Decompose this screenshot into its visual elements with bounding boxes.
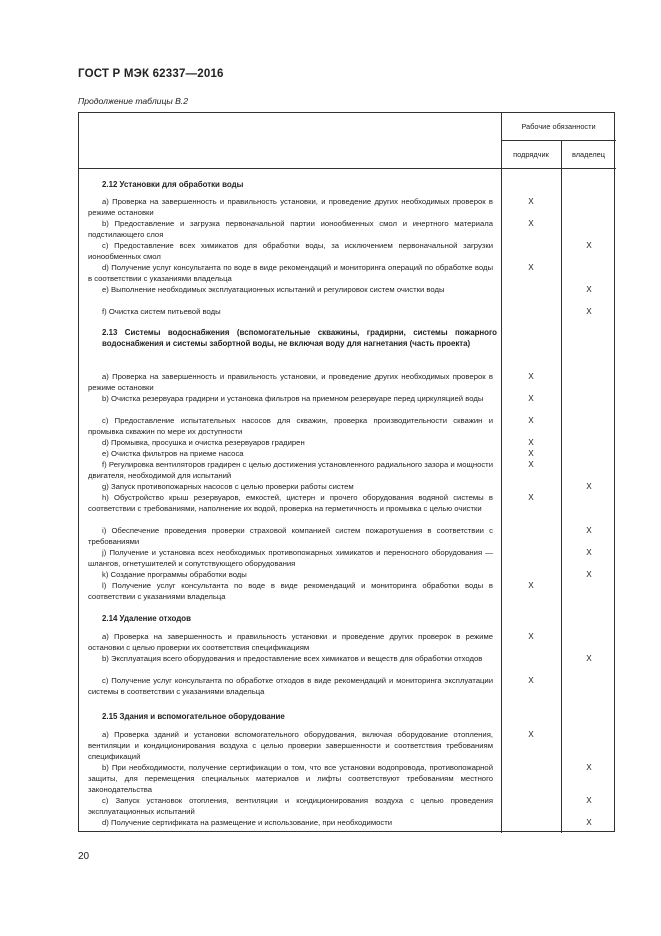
duty-description: k) Создание программы обработки воды (102, 570, 247, 579)
duty-description: d) Получение услуг консультанта по воде в виде рекомендаций и мониторинга операций по обработке воды в соответствии с указаниями владельца (88, 263, 493, 283)
section-title: 2.15 Здания и вспомогательное оборудование (102, 712, 285, 721)
contractor-mark: X (528, 438, 534, 447)
page-number: 20 (78, 851, 90, 862)
duty-description: e) Очистка фильтров на приеме насоса (102, 449, 244, 458)
owner-mark: X (586, 763, 592, 772)
table-caption: Продолжение таблицы В.2 (78, 96, 188, 106)
header-owner: владелец (571, 150, 605, 159)
header-contractor: подрядчик (513, 150, 549, 159)
contractor-mark: X (528, 219, 534, 228)
duty-description: h) Обустройство крыш резервуаров, емкостей, цистерн и прочего оборудования водяной системы в соответствии с требованиями, наполнение их водой, проверка на герметичность и промывка с целью очистки (88, 493, 493, 513)
contractor-mark: X (528, 197, 534, 206)
duty-description: a) Проверка на завершенность и правильность установки и проведение других проверок в режиме остановки с целью проверки их соответствия спецификациям (88, 632, 493, 652)
header-work-duties: Рабочие обязанности (521, 122, 596, 131)
duty-description: c) Запуск установок отопления, вентиляции и кондиционирования воздуха с целью проведения эксплуатационных испытаний (88, 796, 493, 816)
duty-description: d) Промывка, просушка и очистка резервуаров градирен (102, 438, 305, 447)
contractor-mark: X (528, 263, 534, 272)
duty-description: f) Очистка систем питьевой воды (102, 307, 221, 316)
owner-mark: X (586, 570, 592, 579)
duty-description: j) Получение и установка всех необходимых противопожарных химикатов и переносного оборудования — шлангов, огнетушителей и сопутствующего оборудования (88, 548, 493, 568)
duty-description: b) Очистка резервуара градирни и установка фильтров на приемном резервуаре перед циркуляцией воды (102, 394, 484, 403)
owner-mark: X (586, 307, 592, 316)
contractor-mark: X (528, 581, 534, 590)
duty-description: l) Получение услуг консультанта по воде в виде рекомендаций и мониторинга обработки воды в соответствии с указаниями владельца (88, 581, 493, 601)
duty-description: i) Обеспечение проведения проверки страховой компанией систем пожаротушения в соответствии с требованиями (88, 526, 493, 546)
contractor-mark: X (528, 460, 534, 469)
header-group-divider (501, 140, 616, 141)
owner-mark: X (586, 241, 592, 250)
owner-mark: X (586, 548, 592, 557)
contractor-mark: X (528, 394, 534, 403)
document-header: ГОСТ Р МЭК 62337—2016 (78, 68, 224, 80)
duty-description: b) Предоставление и загрузка первоначальной партии ионообменных смол и инертного материала подстилающего слоя (88, 219, 493, 239)
column-divider-roles (561, 140, 562, 833)
duty-description: a) Проверка зданий и установки вспомогательного оборудования, включая оборудование отопления, вентиляции и кондиционирования воздуха с целью проверки завершенности и соответствия требованиям спецификаций (88, 730, 493, 761)
duty-description: a) Проверка на завершенность и правильность установки, и проведение других необходимых проверок в режиме остановки (88, 197, 493, 217)
owner-mark: X (586, 796, 592, 805)
column-divider-description (501, 113, 502, 833)
responsibilities-table (78, 112, 615, 832)
contractor-mark: X (528, 493, 534, 502)
duty-description: b) При необходимости, получение сертификации о том, что все установки водопровода, противопожарной защиты, для перемещения специальных материалов и лифты соответствуют требованиям местного законодательства (88, 763, 493, 794)
duty-description: d) Получение сертификата на размещение и использование, при необходимости (102, 818, 393, 827)
duty-description: f) Регулировка вентиляторов градирен с целью достижения установленного радиального зазора и мощности двигателя, необходимой для испытаний (88, 460, 493, 480)
owner-mark: X (586, 654, 592, 663)
header-bottom-border (79, 168, 616, 169)
duty-description: c) Предоставление испытательных насосов для скважин, проверка производительности скважин и промывка скважин по мере их доступности (88, 416, 493, 436)
owner-mark: X (586, 285, 592, 294)
duty-description: c) Получение услуг консультанта по обработке отходов в виде рекомендаций и мониторинга эксплуатации системы в соответствии с указаниями владельца (88, 676, 493, 696)
owner-mark: X (586, 818, 592, 827)
duty-description: e) Выполнение необходимых эксплуатационных испытаний и регулировок систем очистки воды (102, 285, 445, 294)
contractor-mark: X (528, 416, 534, 425)
owner-mark: X (586, 482, 592, 491)
section-title: 2.12 Установки для обработки воды (102, 180, 244, 189)
section-title: 2.13 Системы водоснабжения (вспомогательные скважины, градирни, системы пожарного водоснабжения и системы забортной воды, не включая воду для нагнетания (часть проекта) (102, 328, 497, 349)
contractor-mark: X (528, 449, 534, 458)
duty-description: c) Предоставление всех химикатов для обработки воды, за исключением первоначальной загрузки ионообменных смол (88, 241, 493, 261)
duty-description: a) Проверка на завершенность и правильность установки, и проведение других необходимых проверок в режиме остановки (88, 372, 493, 392)
contractor-mark: X (528, 632, 534, 641)
duty-description: b) Эксплуатация всего оборудования и предоставление всех химикатов и веществ для обработки отходов (102, 654, 483, 663)
contractor-mark: X (528, 676, 534, 685)
owner-mark: X (586, 526, 592, 535)
contractor-mark: X (528, 372, 534, 381)
duty-description: g) Запуск противопожарных насосов с целью проверки работы систем (102, 482, 354, 491)
contractor-mark: X (528, 730, 534, 739)
section-title: 2.14 Удаление отходов (102, 614, 191, 623)
